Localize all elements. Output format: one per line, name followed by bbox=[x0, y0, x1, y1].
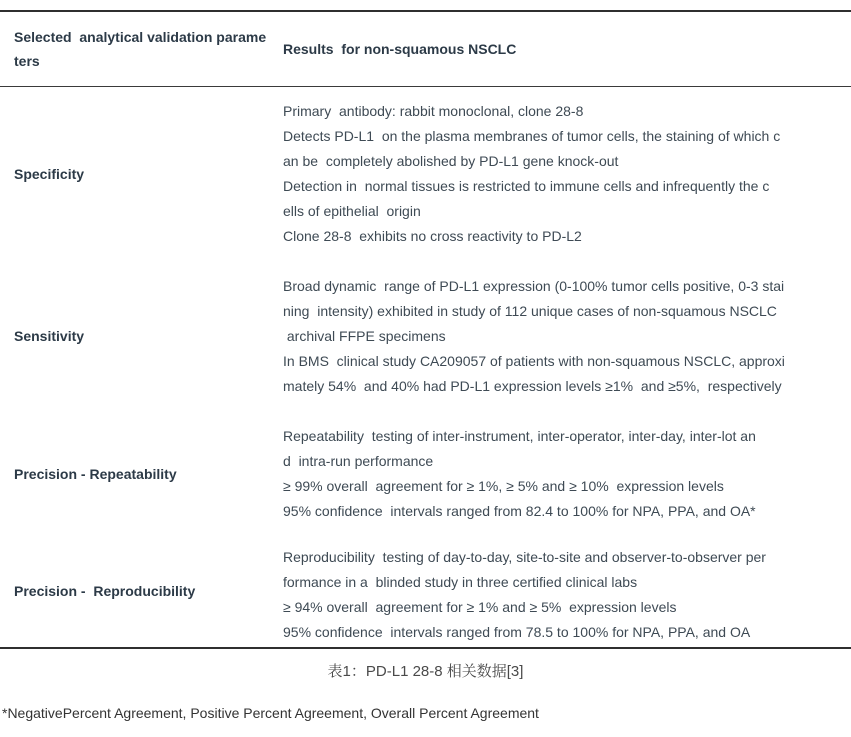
footnote: *NegativePercent Agreement, Positive Percent Agreement, Overall Percent Agreement bbox=[2, 705, 539, 721]
param-cell bbox=[0, 166, 283, 184]
text-line: formance in a blinded study in three certified clinical labs bbox=[283, 574, 638, 590]
param-cell bbox=[0, 466, 283, 484]
text-line: Reproducibility testing of day-to-day, site-to-site and observer-to-observer per bbox=[283, 549, 766, 565]
table-header-row bbox=[0, 12, 851, 87]
text-line: In BMS clinical study CA209057 of patients with non-squamous NSCLC, approxi bbox=[283, 353, 785, 369]
text-line: d intra-run performance bbox=[283, 453, 434, 469]
text-line: archival FFPE specimens bbox=[283, 328, 446, 344]
param-label: Specificity bbox=[14, 165, 85, 182]
text-line: ning intensity) exhibited in study of 112 unique cases of non-squamous NSCLC bbox=[283, 303, 777, 319]
text-line: 95% confidence intervals ranged from 78.5 to 100% for NPA, PPA, and OA bbox=[283, 624, 751, 640]
table-row-precision-repeatability bbox=[0, 412, 851, 537]
text-line: Primary antibody: rabbit monoclonal, clone 28-8 bbox=[283, 103, 584, 119]
text-line: Detects PD-L1 on the plasma membranes of tumor cells, the staining of which c bbox=[283, 128, 781, 144]
table-row-sensitivity bbox=[0, 262, 851, 412]
table-row-specificity bbox=[0, 87, 851, 262]
validation-table bbox=[0, 10, 851, 649]
table-row-precision-reproducibility bbox=[0, 537, 851, 647]
result-cell bbox=[283, 87, 851, 262]
text-line: Selected analytical validation parame bbox=[14, 29, 267, 45]
result-cell bbox=[283, 412, 851, 537]
header-param-cell bbox=[0, 25, 283, 73]
text-line: 95% confidence intervals ranged from 82.4 to 100% for NPA, PPA, and OA* bbox=[283, 503, 756, 519]
text-line: Clone 28-8 exhibits no cross reactivity to PD-L2 bbox=[283, 228, 582, 244]
text-line: mately 54% and 40% had PD-L1 expression levels ≥1% and ≥5%, respectively bbox=[283, 378, 782, 394]
table-caption: 表1：PD-L1 28-8 相关数据[3] bbox=[327, 663, 524, 680]
text-line: ells of epithelial origin bbox=[283, 203, 421, 219]
text-line: ters bbox=[14, 53, 40, 69]
param-cell bbox=[0, 328, 283, 346]
param-label: Precision - Repeatability bbox=[14, 465, 177, 482]
param-cell bbox=[0, 583, 283, 601]
param-label: Sensitivity bbox=[14, 328, 85, 344]
text-line: Broad dynamic range of PD-L1 expression (0-100% tumor cells positive, 0-3 stai bbox=[283, 278, 785, 294]
text-line: ≥ 99% overall agreement for ≥ 1%, ≥ 5% and ≥ 10% expression levels bbox=[283, 478, 724, 494]
text-line: an be completely abolished by PD-L1 gene knock-out bbox=[283, 153, 619, 169]
result-cell bbox=[283, 262, 851, 412]
result-cell bbox=[283, 537, 851, 647]
header-results-label: Results for non-squamous NSCLC bbox=[283, 41, 517, 57]
text-line: ≥ 94% overall agreement for ≥ 1% and ≥ 5% expression levels bbox=[283, 599, 677, 615]
text-line: Detection in normal tissues is restricted to immune cells and infrequently the c bbox=[283, 178, 770, 194]
text-line: Repeatability testing of inter-instrument, inter-operator, inter-day, inter-lot an bbox=[283, 428, 756, 444]
param-label: Precision - Reproducibility bbox=[14, 583, 196, 599]
